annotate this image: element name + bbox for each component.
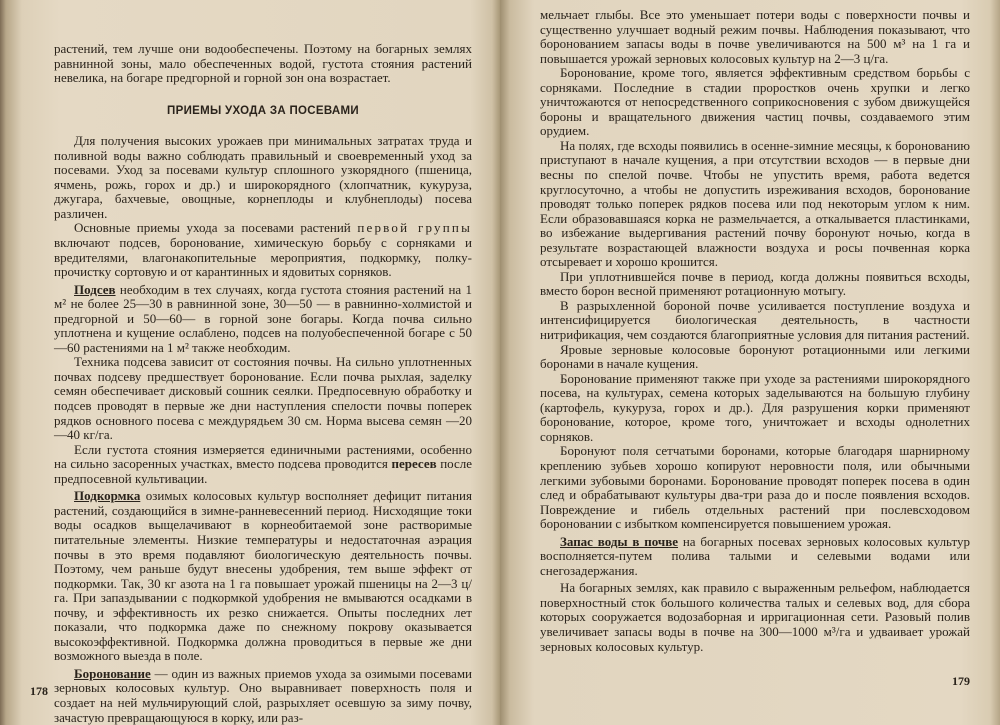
page-number: 179 <box>952 674 970 688</box>
paragraph: Для получения высоких урожаев при минимальных затратах труда и поливной воды важно соблюдать правильный и своевременный уход за посевами. Уход за посевами культур сплошного узкорядного (пшеница, ячмень, рожь, горох и др.) и широкорядного (хлопчатник, кукуруза, джугара, бахчевые, овощные, корнеплоды и клубнеплоды) посева различен. <box>54 133 472 221</box>
paragraph <box>54 489 472 664</box>
paragraph: мельчает глыбы. Все это уменьшает потери воды с поверхности почвы и существенно улучшает водный режим почвы. Наблюдения показывают, что боронованием запасы воды в почве увеличиваются на 500 м³ на 1 га и повышается урожай зерновых колосовых культур на 2—3 ц/га. <box>540 7 970 66</box>
term: пересев <box>391 456 437 472</box>
paragraph: В разрыхленной бороной почве усиливается поступление воздуха и интенсифицируется биологическая деятельность, в частности нитрификация, чем создаются благоприятные условия для питания растений. <box>540 297 970 343</box>
term: Боронование <box>74 665 151 681</box>
spaced-term: первой группы <box>357 220 472 236</box>
paragraph: Яровые зерновые колосовые боронуют ротационными или легкими боронами в начале кущения. <box>540 341 970 372</box>
term: Подсев <box>74 281 116 297</box>
right-page-text <box>540 8 970 654</box>
paragraph-text: необходим в тех случаях, когда густота стояния растений на 1 м² не более 25—30 в равнинной зоне, 30—50 — в равнинно-холмистой и предгорной и 50—60— в горной зоне богары. Когда почва сильно уплотнена и кущение ослаблено, подсев на полуобеспеченной богаре с 50—60 растениями на 1 м² также необходим. <box>54 281 473 355</box>
section-heading: ПРИЕМЫ УХОДА ЗА ПОСЕВАМИ <box>167 104 359 117</box>
paragraph: На полях, где всходы появились в осенне-зимние месяцы, к боронованию приступают в начале кущения, а при отсутствии всходов — в первые дни весны по спелой почве. Чтобы не упустить время, работа ведется круглосуточно, а чтобы не допустить изреживания всходов, боронование проводят только поперек рядков посева или под некоторым углом к ним. Если образовавшаяся корка не размельчается, а откалывается пластинками, во избежание выдергивания растений почву боронуют ночью, когда в результате возрастающей влажности воздуха и росы почвенная корка отсыревает и хорошо крошится. <box>540 137 970 270</box>
paragraph <box>540 535 970 579</box>
paragraph: При уплотнившейся почве в период, когда должны появиться всходы, вместо борон весной применяют ротационную мотыгу. <box>540 268 970 299</box>
paragraph: растений, тем лучше они водообеспечены. Поэтому на богарных землях равнинной зоны, мало обеспеченных водой, густота стояния растений невелика, на богаре предгорной и горной зон она возрастает. <box>54 41 472 86</box>
paragraph-start: Основные приемы ухода за посевами растений <box>74 220 351 236</box>
paragraph-text: озимых колосовых культур восполняет дефицит питания растений, создающийся в зимне-ранневесенний период. Нисходящие токи воды осадков выщелачивают в корнеобитаемой зоне растворимые питательные элементы. Низкие температуры и недостаточная аэрация почвы в это время подавляют биологическую деятельность почвы. Поэтому, чем раньше будут внесены удобрения, тем выше эффект от подкормки. Так, 30 кг азота на 1 га повышает урожай пшеницы на 2—3 ц/га. При запаздывании с подкормкой удобрения не вмываются осадками в почву, и эффективность их резко снижается. Опыты последних лет показали, что подкормка даже по снежному покрову оказывается высокоэффективной. Подкормка должна проводиться в первые же дни возможного выезда в поле. <box>54 488 472 664</box>
paragraph: На богарных землях, как правило с выраженным рельефом, наблюдается поверхностный сток большого количества талых и селевых вод, для сбора которых сооружается водозаборная и ирригационная сети. Разовый полив увеличивает запасы воды в почве на 300—1000 м³/га и удваивает урожай зерновых колосовых культур. <box>540 580 970 654</box>
term: Подкормка <box>74 488 141 504</box>
right-page <box>500 0 1000 725</box>
paragraph <box>54 221 472 279</box>
paragraph: Боронование применяют также при уходе за растениями широкорядного посева, на культурах, семена которых заделываются на большую глубину (картофель, кукуруза, горох и др.). Для разрушения корки применяют боронование, которое, кроме того, уничтожает и всходы однолетних сорняков. <box>540 370 970 444</box>
paragraph-text: на богарных посевах зерновых колосовых культур восполняется-путем полива талыми и селевыми водами или снегозадержания. <box>540 533 970 578</box>
paragraph <box>54 667 472 725</box>
paragraph-end: включают подсев, боронование, химическую борьбу с сорняками и вредителями, влагонакопительные мероприятия, подкормку, полку-прочистку сортовую и от карантинных и ядовитых сорняков. <box>54 235 472 280</box>
paragraph <box>54 443 472 487</box>
paragraph-text: Если густота стояния измеряется единичными растениями, особенно на сильно засоренных участках, вместо подсева проводится <box>54 441 472 472</box>
paragraph-end: после предпосевной культивации. <box>54 456 473 486</box>
paragraph <box>54 283 472 356</box>
paragraph: Боронование, кроме того, является эффективным средством борьбы с сорняками. Последние в стадии проростков очень хрупки и легко уничтожаются от непосредственного соприкосновения с зубом движущейся бороны и вращательного движения частиц почвы, создаваемого этим орудием. <box>540 65 970 139</box>
page-number: 178 <box>30 684 48 698</box>
paragraph-text: — один из важных приемов ухода за озимыми посевами зерновых колосовых культур. Оно выравнивает поверхность поля и создает на ней мульчирующий слой, разрыхляет осевшую за зиму почву, зачастую превращающуюся в корку, или раз- <box>54 665 473 725</box>
paragraph: Боронуют поля сетчатыми боронами, которые благодаря шарнирному креплению зубьев хорошо копируют неровности поля, или обычными легкими зубовыми боронами. Боронование проводят поперек посева в один след и обрабатывают культуры два-три раза до и после появления всходов. Повреждение и гибель отдельных растений при послевсходовом бороновании с избытком компенсируется повышением урожая. <box>540 443 970 532</box>
left-page-text <box>54 42 472 725</box>
paragraph: Техника подсева зависит от состояния почвы. На сильно уплотненных почвах подсеву предшествует боронование. Если почва рыхлая, заделку семян обеспечивает дисковый сошник сеялки. Предпосевную обработку и подсев проводят в первые же дни наступления спелости почвы поперек рядков основного посева с междурядьем 30 см. Норма высева семян —20—40 кг/га. <box>54 354 472 443</box>
term: Запас воды в почве <box>560 533 679 549</box>
